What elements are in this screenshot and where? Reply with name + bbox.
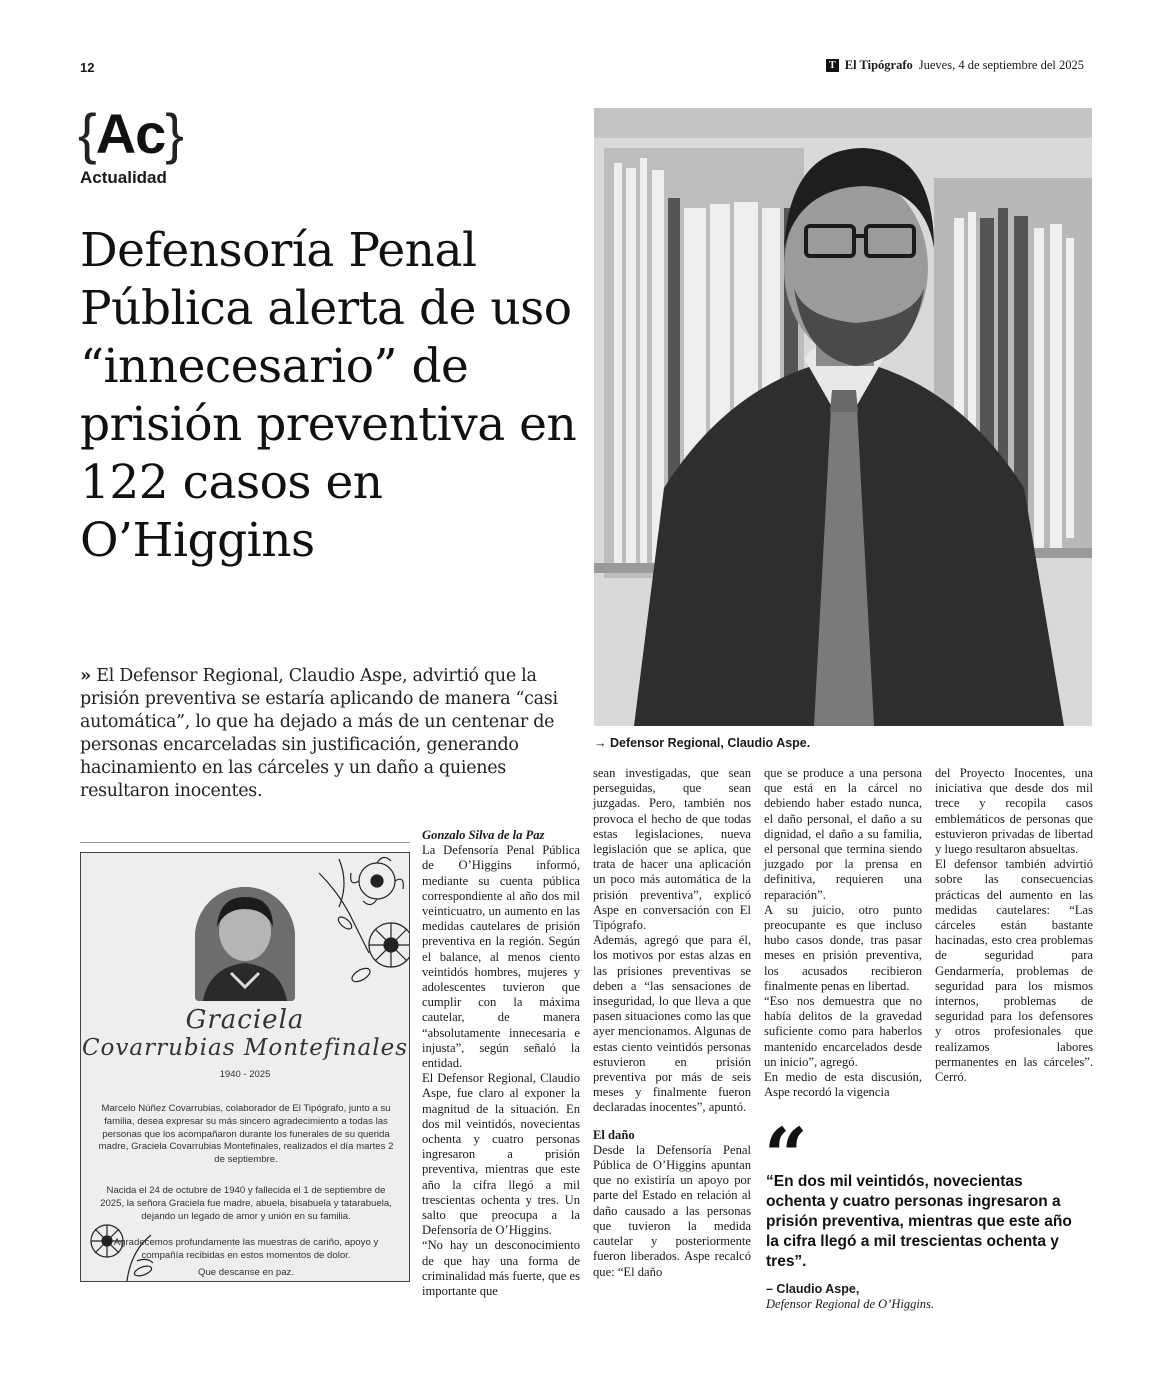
obituary-first-name: Graciela xyxy=(185,1005,305,1035)
newspaper-logo-icon: T xyxy=(826,59,839,72)
column-paragraph: del Proyecto Inocentes, una iniciativa que desde dos mil trece y recopila casos emblemáticos de personas que estuvieron privadas de libertad y luego resultaron absueltas. xyxy=(935,766,1093,857)
quote-mark-icon: “ xyxy=(764,1111,808,1200)
obituary-paragraph-2: Nacida el 24 de octubre de 1940 y fallecida el 1 de septiembre de 2025, la señora Graciela fue madre, abuela, bisabuela y tatarabuela, dejando un legado de amor y unión en su familia. xyxy=(100,1185,392,1222)
article-column-4 xyxy=(935,766,1093,1085)
column-paragraph: La Defensoría Penal Pública de O’Higgins informó, mediante su cuenta pública correspondiente al año dos mil veinticuatro, un aumento en las medidas cautelares de prisión preventiva en la región. Según el balance, al menos ciento veintidós hombres, mujeres y adolescentes tuvieron que cumplir con la máxima cautelar, de manera “absolutamente innecesaria e injusta”, según señaló la entidad. xyxy=(422,843,580,1071)
article-column-3 xyxy=(764,766,922,1100)
column-paragraph: El Defensor Regional, Claudio Aspe, fue claro al exponer la magnitud de la situación. En dos mil veintidós, novecientas ochenta y cuatro personas ingresaron a prisión preventiva, mientras que este año la cifra llegó a mil trescientas ochenta y tres. Un salto que preocupa a la Defensoría de O’Higgins. xyxy=(422,1071,580,1238)
section-abbr: Ac xyxy=(95,102,166,165)
masthead xyxy=(826,58,1084,73)
brace-open: { xyxy=(78,102,96,165)
obituary-ad xyxy=(80,852,410,1282)
section-label: Actualidad xyxy=(80,168,167,187)
obituary-closing: Que descanse en paz. xyxy=(197,1267,294,1278)
lead-text: El Defensor Regional, Claudio Aspe, advirtió que la prisión preventiva se estaría aplicando de manera “casi automática”, lo que ha dejado a más de un centenar de personas encarceladas sin justificación, generando hacinamiento en las cárceles y un daño a quienes resultaron inocentes. xyxy=(80,666,558,801)
column-paragraph: “Eso nos demuestra que no había delitos de la gravedad suficiente como para haberlos mantenido encarcelados desde un inicio”, agregó. xyxy=(764,994,922,1069)
pull-quote-author: – Claudio Aspe, xyxy=(766,1282,860,1296)
column-paragraph: sean investigadas, que sean perseguidas, que sean juzgadas. Pero, también nos provoca el hecho de que todas estas legislaciones, nueva legislación que se aplica, que trata de hacer una aplicación un poco más automática de la prisión preventiva”, explicó Aspe en conversación con El Tipógrafo. xyxy=(593,766,751,933)
page-number: 12 xyxy=(80,60,95,75)
article-column-1 xyxy=(422,828,580,1299)
column-paragraph: “No hay un desconocimiento de que hay una forma de criminalidad más fuerte, que es importante que xyxy=(422,1238,580,1299)
portrait-illustration xyxy=(594,108,1092,726)
article-photo xyxy=(594,108,1092,726)
byline: Gonzalo Silva de la Paz xyxy=(422,828,545,842)
pull-quote: “En dos mil veintidós, novecientas ochenta y cuatro personas ingresaron a prisión preventiva, mientras que este año la cifra llegó a mil trescientas ochenta y tres”. xyxy=(766,1173,1072,1270)
headline: Defensoría Penal Pública alerta de uso “innecesario” de prisión preventiva en 122 casos en O’Higgins xyxy=(80,223,577,568)
newspaper-name: El Tipógrafo xyxy=(844,58,913,72)
article-column-2 xyxy=(593,766,751,1280)
column-paragraph: A su juicio, otro punto preocupante es que incluso hubo casos donde, tras pasar meses en prisión preventiva, los acusados recibieron finalmente penas en libertad. xyxy=(764,902,922,993)
lead-marker: » xyxy=(80,665,91,686)
obituary-paragraph-3: Agradecemos profundamente las muestras de cariño, apoyo y compañía recibidas en estos momentos de dolor. xyxy=(113,1237,379,1261)
subhead: El daño xyxy=(593,1127,635,1142)
pull-quote-role: Defensor Regional de O’Higgins. xyxy=(766,1297,935,1311)
column-paragraph: El defensor también advirtió sobre las consecuencias prácticas del aumento en las medidas cautelares: “Las cárceles están bastante hacinadas, esto crea problemas de seguridad para Gendarmería, problemas de seguridad para los mismos internos, problemas de seguridad para los defensores y otros profesionales que realizamos labores permanentes en las cárceles”. Cerró. xyxy=(935,857,1093,1085)
column-paragraph: Desde la Defensoría Penal Pública de O’Higgins apuntan que no existiría un apoyo por parte del Estado en relación al daño causado a las personas que tuvieron la medida cautelar y posteriormente fueron liberados. Aspe recalcó que: “El daño xyxy=(593,1142,751,1279)
photo-caption: → Defensor Regional, Claudio Aspe. xyxy=(594,736,811,750)
lead-paragraph xyxy=(80,664,560,803)
obituary-paragraph-1: Marcelo Núñez Covarrubias, colaborador de El Tipógrafo, junto a su familia, desea expresar su más sincero agradecimiento a todas las personas que los acompañaron durante los funerales de su querida madre, Graciela Covarrubias Montefinales, realizados el día martes 2 de septiembre. xyxy=(98,1103,394,1166)
ad-divider xyxy=(80,842,410,843)
brace-close: } xyxy=(165,102,183,165)
column-paragraph: Además, agregó que para él, los motivos por estas alzas en las prisiones preventivas se deben a “las sensaciones de inseguridad, lo que lleva a que pasen situaciones como las que ayer mencionamos. Algunas de estas ciento veintidós personas estuvieron en prisión preventiva por más de seis meses y finalmente fueron declaradas inocentes”, apuntó. xyxy=(593,933,751,1115)
floral-ornament-top-icon xyxy=(279,853,409,1003)
obituary-dates: 1940 - 2025 xyxy=(219,1069,271,1080)
issue-date: Jueves, 4 de septiembre del 2025 xyxy=(918,58,1084,72)
obituary-surnames: Covarrubias Montefinales xyxy=(81,1035,409,1061)
column-paragraph: que se produce a una persona que está en la cárcel no debiendo haber estado nunca, el daño personal, el daño a su dignidad, el daño a su familia, el personal que termina siendo juzgado por la prensa en definitiva, requieren una reparación”. xyxy=(764,766,922,902)
obituary-portrait xyxy=(195,887,295,1001)
section-mark xyxy=(78,104,218,164)
column-paragraph: En medio de esta discusión, Aspe recordó la vigencia xyxy=(764,1070,922,1100)
